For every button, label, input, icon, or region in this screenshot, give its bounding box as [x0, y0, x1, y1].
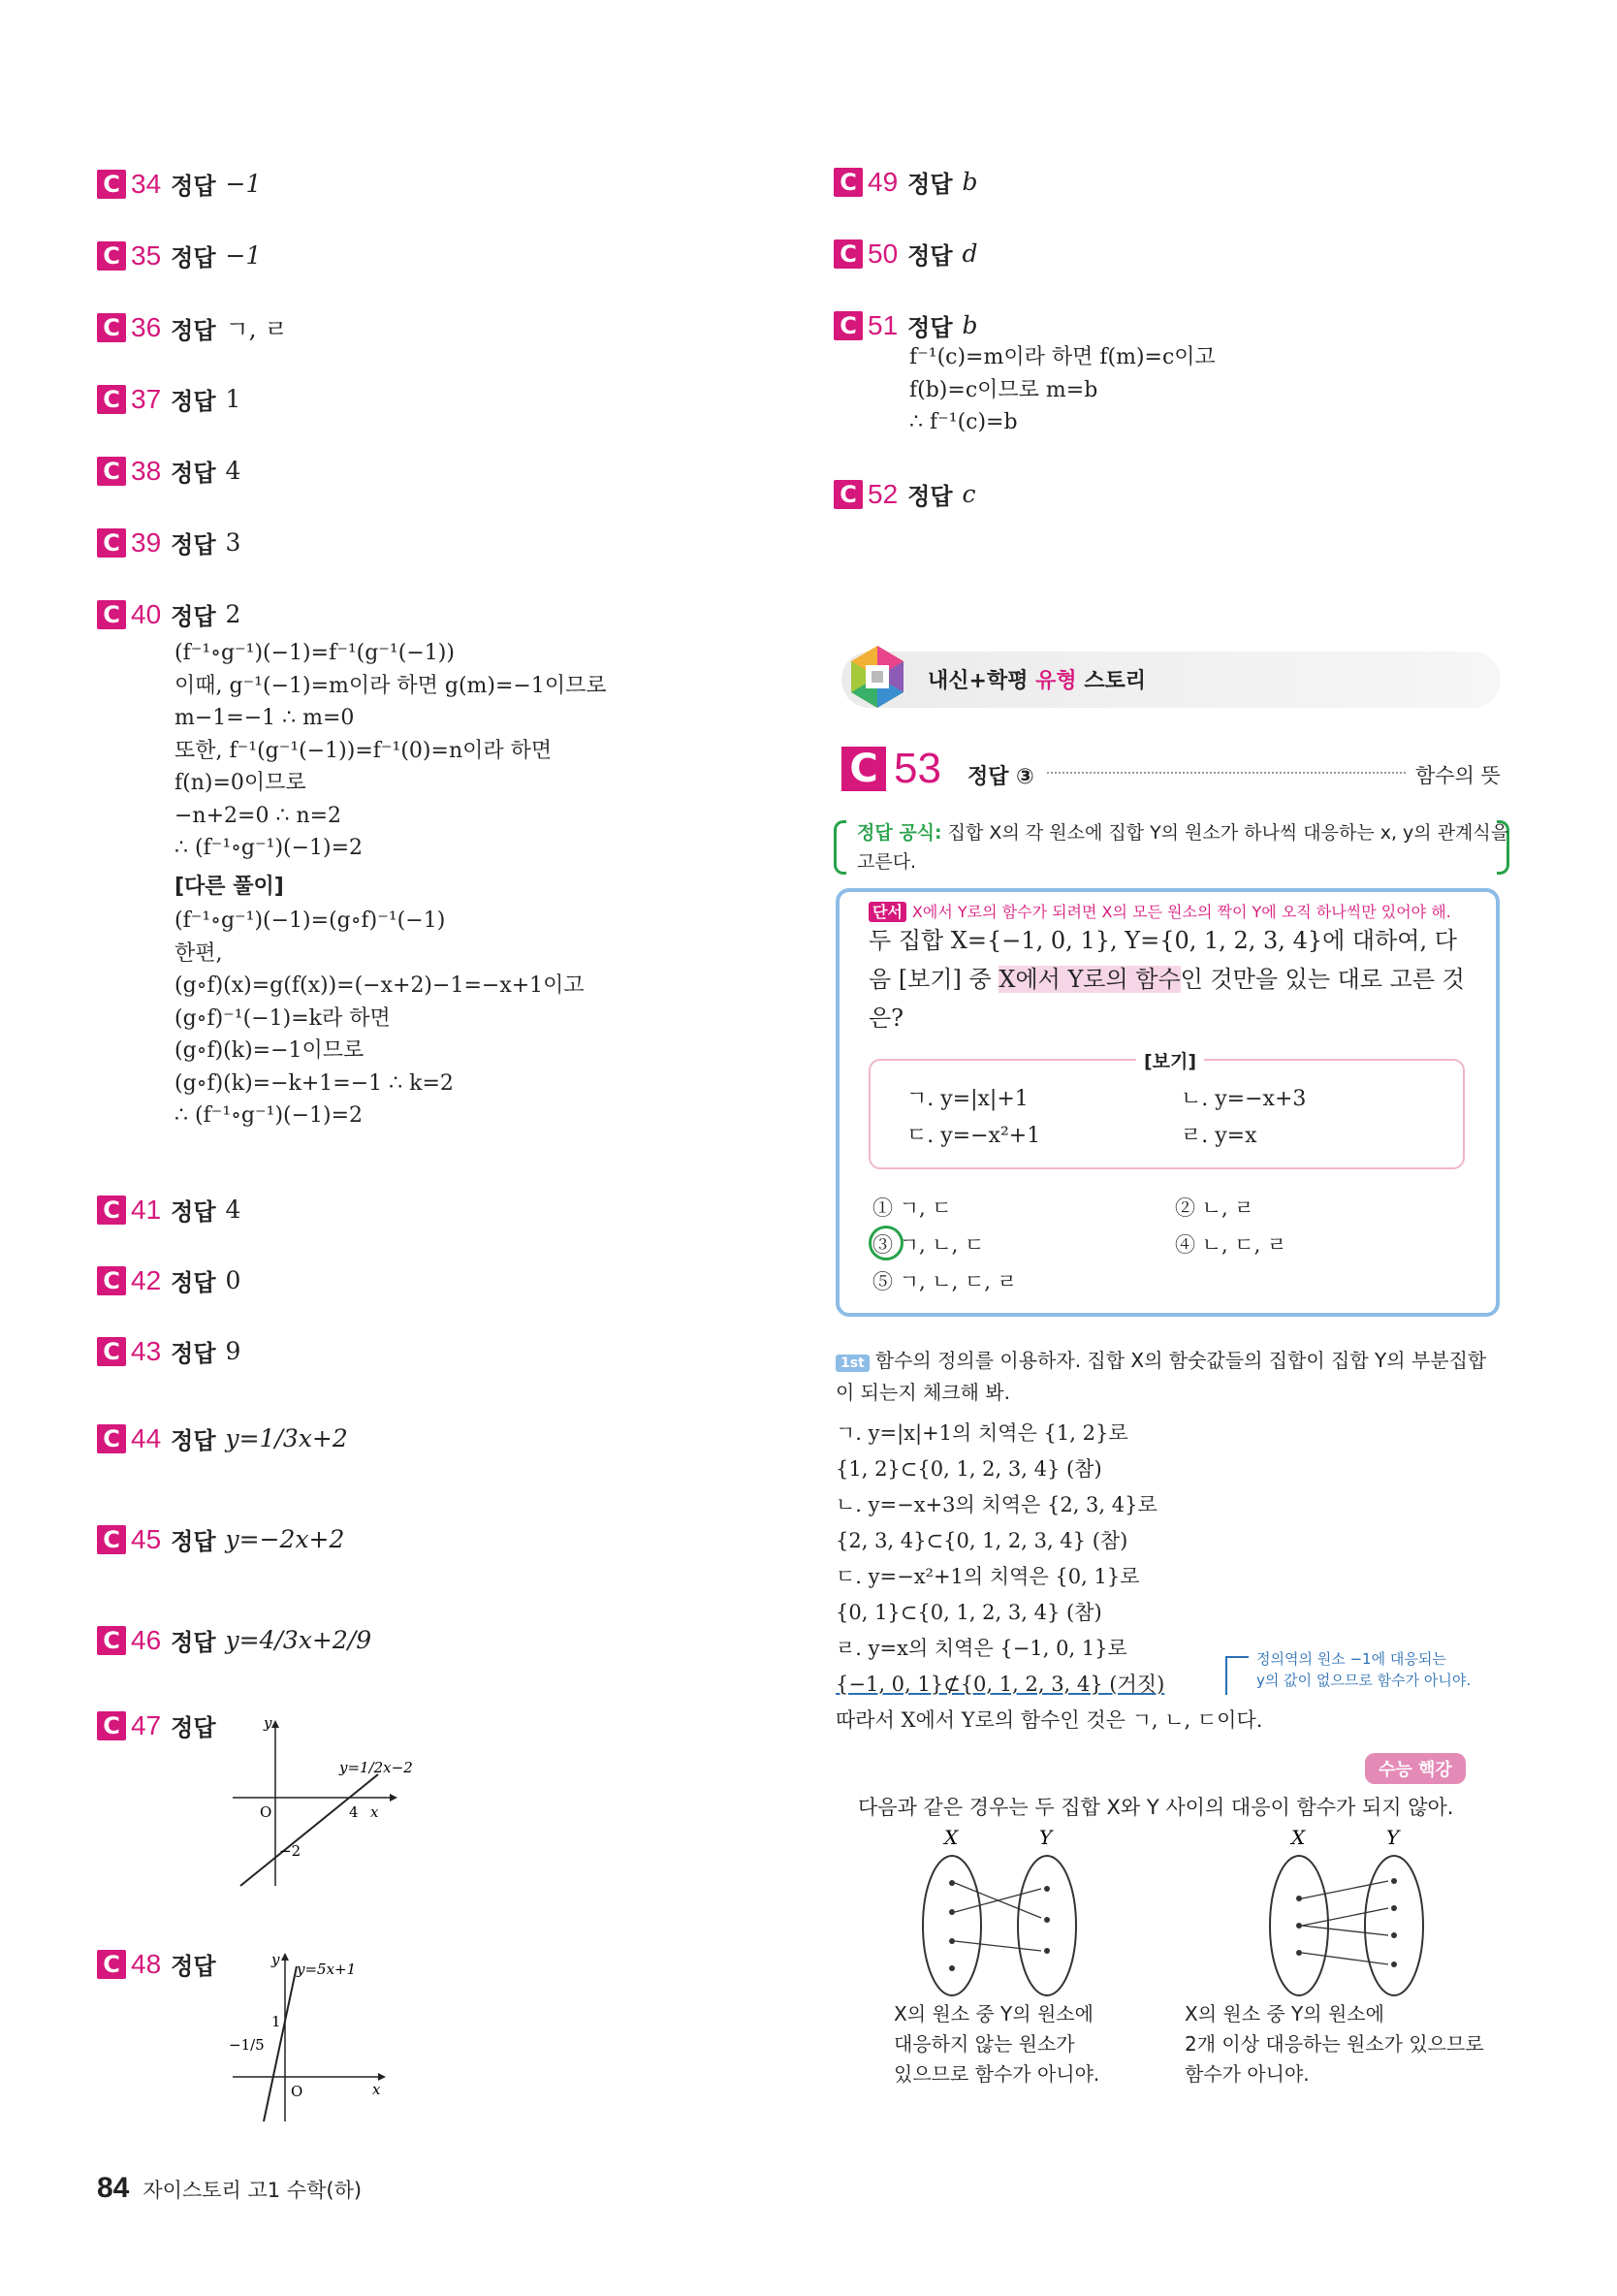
caption-line: X의 원소 중 Y의 원소에 [1185, 2002, 1384, 2025]
solution-line: m−1=−1 ∴ m=0 [174, 706, 355, 730]
answer-number: 38 [131, 455, 162, 486]
work-line: 따라서 X에서 Y로의 함수인 것은 ㄱ, ㄴ, ㄷ이다. [836, 1708, 1263, 1732]
book-title: 자이스토리 고1 수학(하) [143, 2179, 363, 2202]
answer-value: b [962, 168, 978, 196]
question-text [869, 921, 1470, 1037]
graph-x-intercept: −1/5 [229, 2036, 265, 2054]
answer-value: 4 [225, 1196, 241, 1224]
answer-badge: C [834, 480, 863, 509]
answer-label: 정답 [171, 1528, 216, 1555]
graph-equation: y=1/2x−2 [339, 1759, 413, 1776]
graph-c48 [223, 1949, 417, 2123]
answer-value: −1 [225, 170, 262, 198]
solution-line: (g∘f)(x)=g(f(x))=(−x+2)−1=−x+1이고 [174, 973, 585, 998]
answer-number: 41 [131, 1194, 162, 1225]
answer-label: 정답 [171, 603, 216, 630]
page-footer [97, 2172, 362, 2205]
side-note [1256, 1648, 1471, 1691]
answer-label: 정답 [171, 531, 216, 558]
graph-c47 [223, 1716, 446, 1891]
graph-y-axis-label: y [271, 1951, 280, 1968]
solution-line: ∴ (f⁻¹∘g⁻¹)(−1)=2 [174, 836, 364, 860]
answer-value: ㄱ, ㄹ [225, 315, 288, 343]
graph-origin-label: O [291, 2083, 303, 2100]
answer-c37 [97, 382, 240, 416]
note-connector [1225, 1656, 1249, 1695]
work-line: ㄹ. y=x의 치역은 {−1, 0, 1}로 [836, 1637, 1127, 1660]
story-logo-icon [847, 644, 907, 712]
note-line: y의 값이 없으므로 함수가 아니야. [1256, 1672, 1472, 1689]
answer-value: d [962, 239, 978, 268]
answer-value: y=−2x+2 [225, 1525, 345, 1553]
set-x-label: X [1291, 1826, 1306, 1849]
answer-number: 39 [131, 526, 162, 558]
bogi-item: ㄹ. y=x [1181, 1124, 1257, 1148]
story-title-highlight: 유형 [1035, 669, 1077, 693]
answer-value: b [962, 311, 978, 339]
work-line: ㄱ. y=|x|+1의 치역은 {1, 2}로 [836, 1421, 1128, 1445]
answer-badge: C [834, 311, 863, 340]
bogi-item: ㄴ. y=−x+3 [1181, 1087, 1307, 1111]
c53-topic: 함수의 뜻 [1415, 764, 1501, 787]
answer-formula [836, 818, 1547, 877]
caption-line: 있으므로 함수가 아니야. [894, 2062, 1100, 2086]
answer-c38 [97, 454, 240, 488]
choice-item: ④ ㄴ, ㄷ, ㄹ [1175, 1233, 1287, 1257]
choice-item: ① ㄱ, ㄷ [872, 1196, 952, 1220]
answer-badge: C [97, 1196, 126, 1225]
answer-label: 정답 [171, 1629, 216, 1656]
diagram-caption-2 [1185, 1999, 1484, 2089]
answer-label: 정답 [171, 388, 216, 415]
work-line: {2, 3, 4}⊂{0, 1, 2, 3, 4} (참) [836, 1529, 1128, 1552]
solution-line: 이때, g⁻¹(−1)=m이라 하면 g(m)=−1이므로 [174, 673, 607, 698]
answer-number: 47 [131, 1709, 162, 1740]
answer-label: 정답 [171, 1269, 216, 1296]
mapping-diagram-2 [1249, 1823, 1443, 1997]
answer-c52 [834, 477, 976, 511]
answer-label: 정답 [171, 1340, 216, 1367]
answer-number: 51 [868, 309, 899, 340]
solution-line: 한편, [174, 941, 223, 966]
answer-value: y=4/3x+2/9 [225, 1626, 372, 1654]
set-x-label: X [944, 1826, 959, 1849]
alt-solution-title: [다른 풀이] [174, 874, 284, 899]
page-number: 84 [97, 2172, 130, 2204]
answer-number: 43 [131, 1335, 162, 1366]
answer-label: 정답 [907, 483, 953, 510]
answer-c50 [834, 237, 978, 271]
answer-c49 [834, 165, 978, 199]
work-line: ㄴ. y=−x+3의 치역은 {2, 3, 4}로 [836, 1493, 1157, 1516]
answer-number: 40 [131, 598, 162, 629]
answer-badge: C [97, 1950, 126, 1979]
solution-line: (g∘f)(k)=−1이므로 [174, 1038, 365, 1063]
graph-x-intercept: 4 [349, 1803, 359, 1821]
answer-label: 정답 [171, 1714, 216, 1741]
bogi-box [869, 1059, 1465, 1169]
answer-value: c [962, 480, 976, 508]
answer-number: 36 [131, 312, 162, 342]
answer-c41 [97, 1193, 240, 1227]
answer-badge: C [97, 457, 126, 486]
answer-value: 9 [225, 1337, 241, 1365]
answer-badge: C [97, 170, 126, 199]
answer-badge: C [97, 1626, 126, 1655]
graph-origin-label: O [260, 1803, 272, 1821]
answer-badge: C [97, 241, 126, 271]
solution-line: f(b)=c이므로 m=b [909, 377, 1098, 402]
caption-line: X의 원소 중 Y의 원소에 [894, 2002, 1094, 2025]
formula-text: 집합 X의 각 원소에 집합 Y의 원소가 하나씩 대응하는 x, y의 관계식을 고른다. [857, 822, 1509, 873]
solution-c51 [909, 341, 1216, 439]
question-highlight: X에서 Y로의 함수 [999, 966, 1181, 993]
answer-c43 [97, 1334, 240, 1368]
solution-step [836, 1346, 1505, 1407]
answer-c46 [97, 1623, 371, 1657]
solution-line: (g∘f)(k)=−k+1=−1 ∴ k=2 [174, 1070, 454, 1096]
work-line: {0, 1}⊂{0, 1, 2, 3, 4} (참) [836, 1601, 1102, 1624]
answer-badge: C [97, 528, 126, 558]
answer-number: 48 [131, 1948, 162, 1979]
answer-value: 4 [225, 457, 241, 485]
answer-value: 2 [225, 600, 241, 628]
solution-line: −n+2=0 ∴ n=2 [174, 803, 342, 828]
answer-value: 1 [225, 385, 241, 413]
answer-number: 42 [131, 1264, 162, 1295]
diagram-caption-1 [894, 1999, 1099, 2089]
solution-line: ∴ f⁻¹(c)=b [909, 410, 1018, 434]
answer-label: 정답 [171, 244, 216, 271]
dotted-leader [1047, 772, 1406, 774]
answer-value: −1 [225, 241, 262, 270]
choice-item: ② ㄴ, ㄹ [1175, 1196, 1254, 1220]
answer-c40 [97, 597, 240, 631]
question-part: 인 것만을 있는 대로 고른 것은? [869, 966, 1465, 1032]
graph-y-intercept: −2 [279, 1842, 301, 1860]
answer-c44 [97, 1421, 348, 1455]
set-y-label: Y [1386, 1826, 1400, 1849]
answer-label: 정답 [171, 1427, 216, 1454]
answer-badge: C [97, 385, 126, 414]
answer-badge: C [834, 239, 863, 269]
hint-text: X에서 Y로의 함수가 되려면 X의 모든 원소의 짝이 Y에 오직 하나씩만 있어야 해. [911, 903, 1451, 921]
question-hint [869, 900, 1451, 922]
step-badge: 1st [836, 1355, 870, 1372]
caption-line: 함수가 아니야. [1185, 2062, 1310, 2086]
answer-value: y=1/3x+2 [225, 1424, 348, 1452]
answer-number: 35 [131, 239, 162, 271]
answer-number: 49 [868, 166, 899, 197]
formula-label: 정답 공식: [857, 822, 942, 844]
answer-number: 46 [131, 1624, 162, 1655]
solution-line: (g∘f)⁻¹(−1)=k라 하면 [174, 1005, 391, 1031]
graph-equation: y=5x+1 [297, 1961, 357, 1978]
answer-badge: C [97, 1266, 126, 1295]
story-title [928, 664, 1146, 694]
answer-c51 [834, 308, 978, 342]
core-text: 다음과 같은 경우는 두 집합 X와 Y 사이의 대응이 함수가 되지 않아. [858, 1796, 1454, 1819]
answer-number: 50 [868, 238, 899, 269]
story-title-pre: 내신+학평 [928, 669, 1036, 693]
solution-c40 [174, 637, 607, 1132]
answer-label: 정답 [171, 316, 216, 344]
c53-answer: 정답 ③ [967, 765, 1034, 789]
answer-c47 [97, 1708, 226, 1742]
answer-number: 34 [131, 168, 162, 199]
answer-number: 44 [131, 1422, 162, 1453]
solution-line: f⁻¹(c)=m이라 하면 f(m)=c이고 [909, 345, 1216, 369]
answer-label: 정답 [907, 314, 953, 341]
solution-line: (f⁻¹∘g⁻¹)(−1)=(g∘f)⁻¹(−1) [174, 909, 446, 933]
answer-badge: C [97, 1337, 126, 1366]
work-line: {−1, 0, 1}⊄{0, 1, 2, 3, 4} (거짓) [836, 1673, 1165, 1696]
graph-x-axis-label: x [372, 2081, 381, 2098]
answer-c35 [97, 239, 261, 272]
answer-badge: C [97, 1711, 126, 1740]
answer-c48 [97, 1947, 226, 1981]
answer-value: 3 [225, 528, 241, 557]
answer-number: 52 [868, 478, 899, 509]
hint-badge: 단서 [869, 902, 906, 922]
step-text: 함수의 정의를 이용하자. 집합 X의 함숫값들의 집합이 집합 Y의 부분집합이 되는지 체크해 봐. [836, 1349, 1487, 1404]
answer-badge: C [834, 168, 863, 197]
answer-label: 정답 [171, 1198, 216, 1226]
answer-c36 [97, 310, 288, 345]
solution-line: 또한, f⁻¹(g⁻¹(−1))=f⁻¹(0)=n이라 하면 [174, 738, 553, 763]
bogi-title: [보기] [1136, 1047, 1204, 1073]
core-badge: 수능 핵강 [1365, 1753, 1466, 1784]
solution-line: f(n)=0이므로 [174, 771, 306, 795]
answer-label: 정답 [171, 1953, 216, 1980]
solution-line: (f⁻¹∘g⁻¹)(−1)=f⁻¹(g⁻¹(−1)) [174, 641, 455, 665]
choice-item: ③ ㄱ, ㄴ, ㄷ [872, 1233, 985, 1257]
answer-c45 [97, 1522, 344, 1556]
answer-label: 정답 [171, 173, 216, 200]
answer-number: 45 [131, 1523, 162, 1554]
answer-number: 37 [131, 383, 162, 414]
work-line: {1, 2}⊂{0, 1, 2, 3, 4} (참) [836, 1457, 1102, 1481]
solution-work [836, 1416, 1262, 1738]
work-line: ㄷ. y=−x²+1의 치역은 {0, 1}로 [836, 1565, 1140, 1588]
answer-label: 정답 [171, 460, 216, 487]
set-y-label: Y [1039, 1826, 1053, 1849]
caption-line: 대응하지 않는 원소가 [894, 2032, 1075, 2056]
bogi-item: ㄱ. y=|x|+1 [906, 1087, 1029, 1111]
graph-x-axis-label: x [370, 1803, 379, 1821]
bogi-item: ㄷ. y=−x²+1 [906, 1124, 1041, 1148]
note-line: 정의역의 원소 −1에 대응되는 [1256, 1650, 1446, 1668]
c53-badge: C [841, 747, 886, 791]
answer-value: 0 [225, 1266, 241, 1294]
answer-label: 정답 [907, 242, 953, 270]
answer-badge: C [97, 600, 126, 629]
solution-line: ∴ (f⁻¹∘g⁻¹)(−1)=2 [174, 1103, 364, 1128]
answer-badge: C [97, 313, 126, 342]
graph-y-axis-label: y [264, 1716, 272, 1732]
story-title-post: 스토리 [1076, 669, 1147, 693]
answer-c34 [97, 167, 261, 201]
answer-c39 [97, 526, 240, 559]
answer-label: 정답 [907, 171, 953, 198]
question-part: 두 집합 X={−1, 0, 1}, Y={0, 1, 2, 3, 4}에 대하여, 다음 [보기] 중 [869, 927, 1457, 993]
answer-c42 [97, 1263, 240, 1297]
answer-badge: C [97, 1424, 126, 1453]
choice-item: ⑤ ㄱ, ㄴ, ㄷ, ㄹ [872, 1270, 1017, 1293]
mapping-diagram-1 [902, 1823, 1095, 1997]
graph-y-intercept: 1 [271, 2013, 281, 2030]
c53-number: 53 [894, 745, 941, 792]
answer-badge: C [97, 1525, 126, 1554]
caption-line: 2개 이상 대응하는 원소가 있으므로 [1185, 2032, 1484, 2056]
